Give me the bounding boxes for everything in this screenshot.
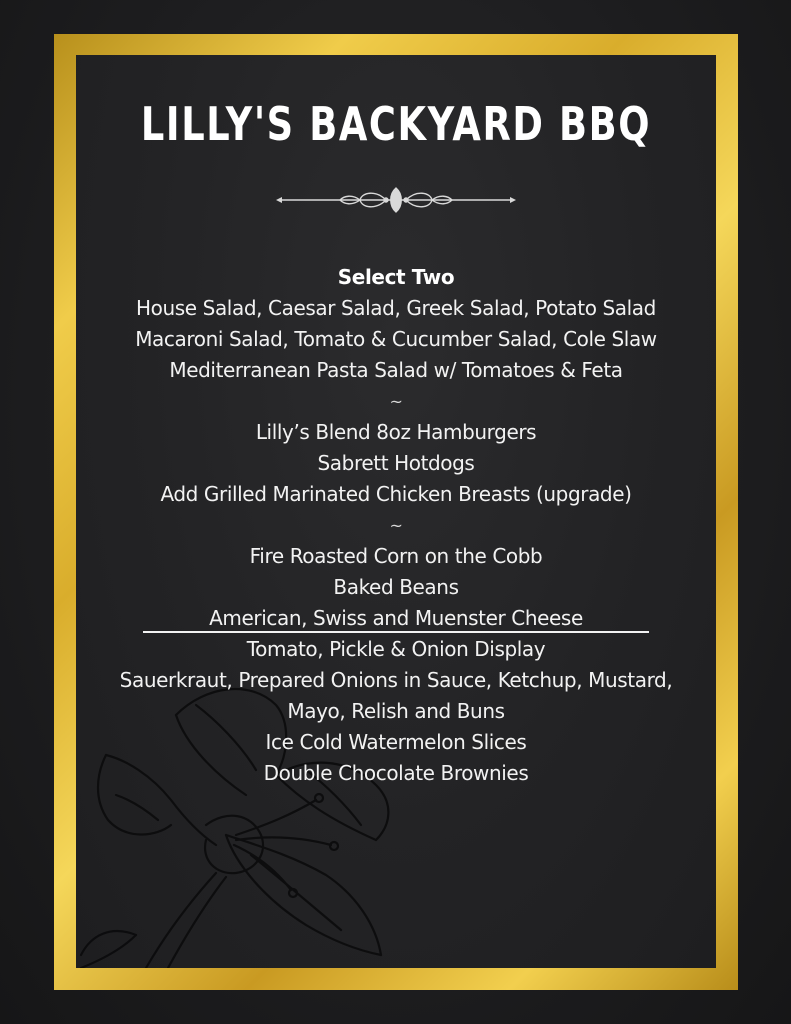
- menu-item: Sabrett Hotdogs: [317, 451, 475, 475]
- section-separator: ~: [389, 392, 403, 411]
- ornamental-flourish-icon: [276, 184, 516, 216]
- menu-item: Sauerkraut, Prepared Onions in Sauce, Ketchup, Mustard,: [119, 668, 673, 692]
- menu-item: House Salad, Caesar Salad, Greek Salad, Potato Salad: [136, 296, 656, 320]
- menu-item: Tomato, Pickle & Onion Display: [246, 637, 546, 661]
- section-separator: ~: [389, 516, 403, 535]
- underline-divider: [143, 631, 649, 633]
- section-heading: Select Two: [337, 265, 455, 289]
- menu-item: Add Grilled Marinated Chicken Breasts (upgrade): [160, 482, 632, 506]
- menu-item: American, Swiss and Muenster Cheese: [209, 606, 583, 630]
- menu-item: Mediterranean Pasta Salad w/ Tomatoes & Feta: [169, 358, 623, 382]
- menu-item: Double Chocolate Brownies: [263, 761, 529, 785]
- menu-item: Mayo, Relish and Buns: [287, 699, 505, 723]
- page-title: LILLY'S BACKYARD BBQ: [140, 97, 652, 151]
- menu-item: Macaroni Salad, Tomato & Cucumber Salad, Cole Slaw: [135, 327, 657, 351]
- menu-item: Ice Cold Watermelon Slices: [265, 730, 527, 754]
- menu-list: [76, 262, 716, 789]
- menu-item: Fire Roasted Corn on the Cobb: [249, 544, 543, 568]
- menu-item: Baked Beans: [333, 575, 459, 599]
- menu-item: Lilly’s Blend 8oz Hamburgers: [255, 420, 537, 444]
